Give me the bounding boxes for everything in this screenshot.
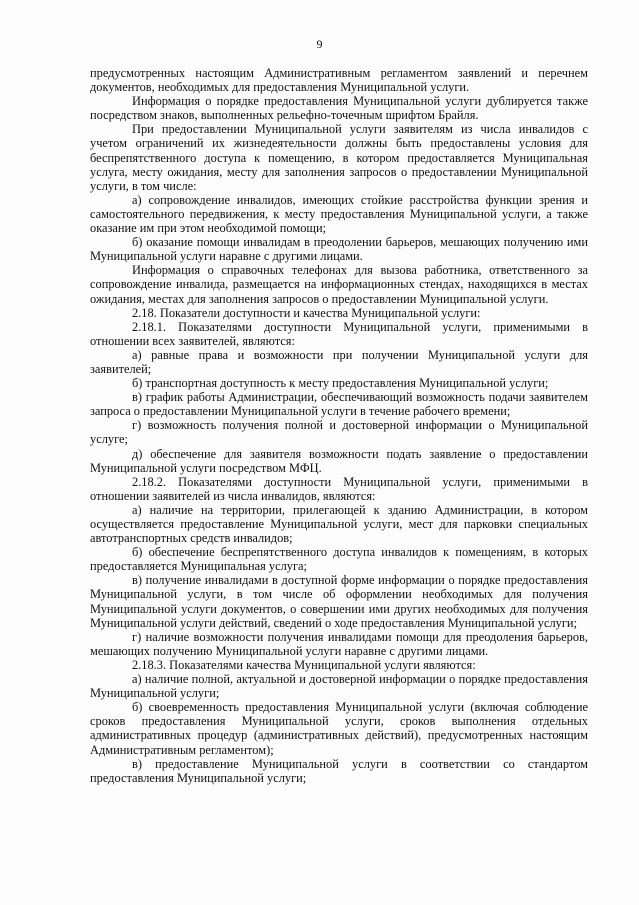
paragraph: б) своевременность предоставления Муниципальной услуги (включая соблюдение сроков предоставления Муниципальной услуги, сроков выполнения отдельных административных процедур (административных действий), предусмотренных настоящим Административным регламентом);	[90, 700, 588, 757]
paragraph: а) сопровождение инвалидов, имеющих стойкие расстройства функции зрения и самостоятельного передвижения, к месту предоставления Муниципальной услуги, а также оказание им при этом необходимой помощи;	[90, 192, 588, 236]
paragraph: При предоставлении Муниципальной услуги заявителям из числа инвалидов с учетом ограничений их жизнедеятельности должны быть предоставлены условия для беспрепятственного доступа к помещению, в котором предоставляется Муниципальная услуга, месту ожидания, месту для заполнения запросов о предоставлении Муниципальной услуги, в том числе:	[90, 122, 588, 193]
paragraph: в) предоставление Муниципальной услуги в соответствии со стандартом предоставления Муниципальной услуги;	[90, 756, 588, 785]
paragraph: 2.18.1. Показателями доступности Муниципальной услуги, применимыми в отношении всех заявителей, являются:	[90, 319, 588, 348]
paragraph: б) обеспечение беспрепятственного доступа инвалидов к помещениям, в которых предоставляется Муниципальная услуга;	[90, 545, 588, 574]
paragraph: 2.18.2. Показателями доступности Муниципальной услуги, применимыми в отношении заявителей из числа инвалидов, являются:	[90, 474, 588, 503]
paragraph: 2.18. Показатели доступности и качества Муниципальной услуги:	[132, 305, 481, 320]
paragraph: г) возможность получения полной и достоверной информации о Муниципальной услуге;	[90, 418, 588, 447]
paragraph: а) равные права и возможности при получении Муниципальной услуги для заявителей;	[90, 347, 588, 376]
paragraph: в) получение инвалидами в доступной форме информации о порядке предоставления Муниципальной услуги, в том числе об оформлении необходимых для получения Муниципальной услуги документов, о совершении ими других необходимых для получения Муниципальной услуги действий, сведений о ходе предоставления Муниципальной услуги;	[90, 573, 588, 630]
paragraph: в) график работы Администрации, обеспечивающий возможность подачи заявителем запроса о предоставлении Муниципальной услуги в течение рабочего времени;	[90, 390, 588, 419]
paragraph: а) наличие полной, актуальной и достоверной информации о порядке предоставления Муниципальной услуги;	[90, 672, 588, 701]
page-number: 9	[316, 37, 323, 51]
paragraph: д) обеспечение для заявителя возможности подать заявление о предоставлении Муниципальной услуги посредством МФЦ.	[90, 446, 588, 475]
paragraph: а) наличие на территории, прилегающей к зданию Администрации, в котором осуществляется предоставление Муниципальной услуги, мест для парковки специальных автотранспортных средств инвалидов;	[90, 502, 588, 546]
paragraph: 2.18.3. Показателями качества Муниципальной услуги являются:	[132, 657, 476, 672]
paragraph: Информация о порядке предоставления Муниципальной услуги дублируется также посредством знаков, выполненных рельефно-точечным шрифтом Брайля.	[90, 94, 588, 123]
paragraph: б) оказание помощи инвалидам в преодолении барьеров, мешающих получению ими Муниципальной услуги наравне с другими лицами.	[90, 235, 588, 264]
paragraph: б) транспортная доступность к месту предоставления Муниципальной услуги;	[132, 376, 549, 391]
paragraph: г) наличие возможности получения инвалидами помощи для преодоления барьеров, мешающих получению Муниципальной услуги наравне с другими лицами.	[90, 629, 588, 658]
paragraph: предусмотренных настоящим Административным регламентом заявлений и перечнем документов, необходимых для предоставления Муниципальной услуги.	[90, 66, 588, 95]
document-body	[90, 66, 588, 785]
paragraph: Информация о справочных телефонах для вызова работника, ответственного за сопровождение инвалида, размещается на информационных стендах, находящихся в местах ожидания, местах для заполнения запросов о предоставлении Муниципальной услуги.	[90, 263, 588, 306]
